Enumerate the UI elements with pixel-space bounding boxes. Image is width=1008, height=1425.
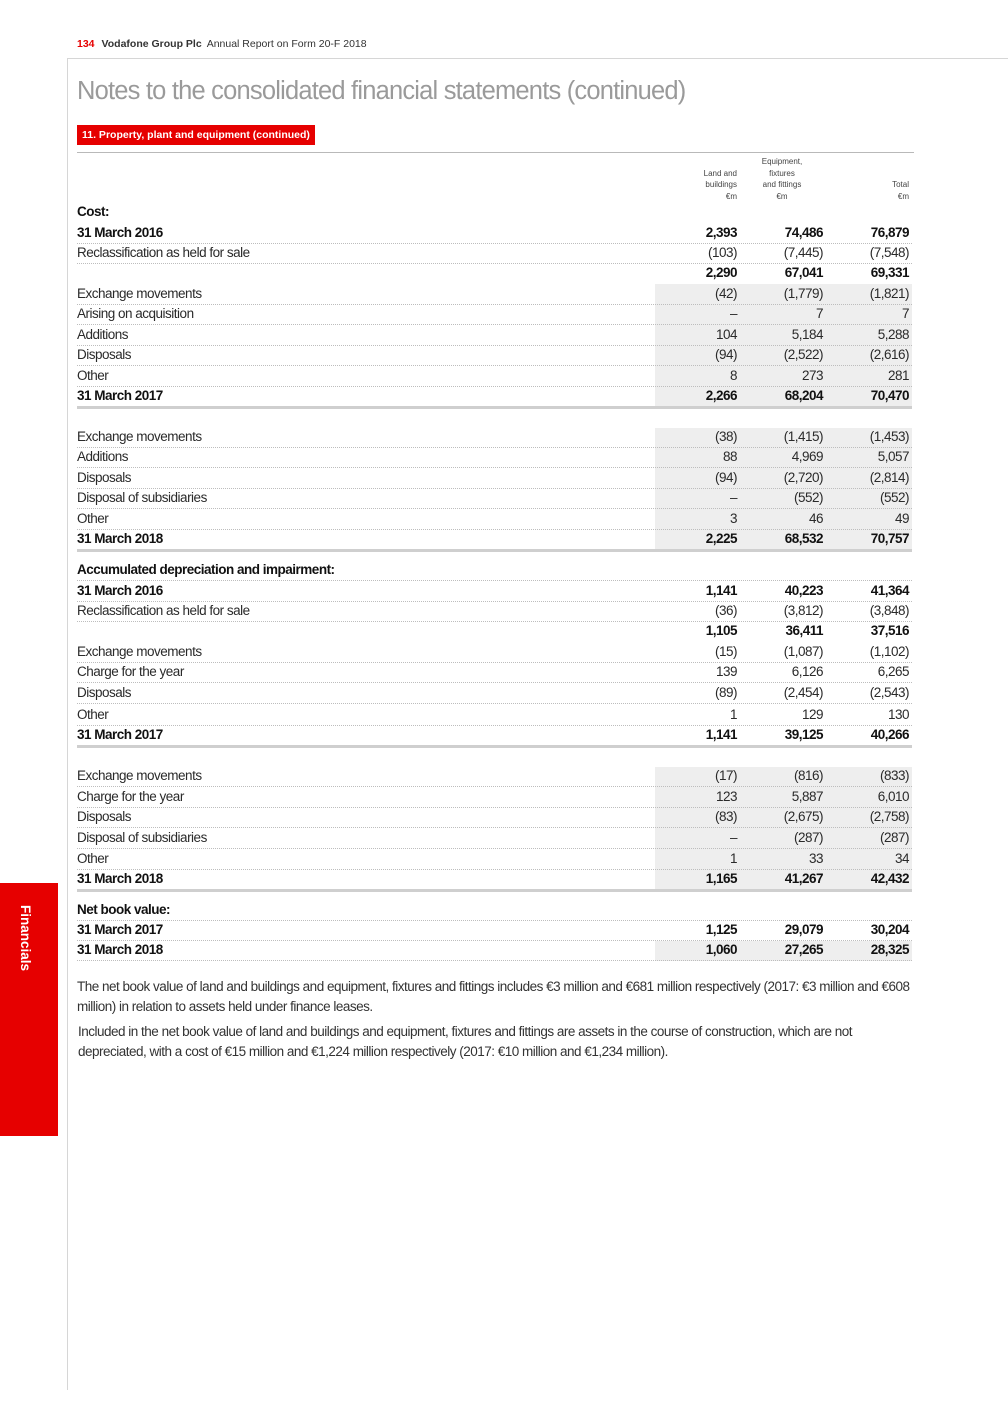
company-name: Vodafone Group Plc xyxy=(101,38,202,50)
row-label: 31 March 2018 xyxy=(77,942,163,957)
cell-equipment: 4,969 xyxy=(791,449,823,464)
cell-total: 6,265 xyxy=(877,664,909,679)
row-nbv-2017 xyxy=(77,920,912,941)
cell-land-buildings: 8 xyxy=(729,368,737,383)
cell-total: (7,548) xyxy=(869,245,909,260)
row-dep-subtotal xyxy=(77,621,912,641)
cell-equipment: 27,265 xyxy=(784,942,823,957)
cell-equipment: 41,267 xyxy=(784,871,823,886)
cell-equipment: 74,486 xyxy=(784,225,823,240)
row-label: 31 March 2018 xyxy=(77,871,163,886)
cell-land-buildings: 1 xyxy=(729,707,737,722)
cell-land-buildings: 1 xyxy=(729,851,737,866)
cell-equipment: 67,041 xyxy=(784,265,823,280)
row-cost-additions-2017 xyxy=(77,325,912,346)
cell-total: (2,616) xyxy=(869,347,909,362)
cell-equipment: 33 xyxy=(808,851,823,866)
page-number: 134 xyxy=(77,38,95,50)
row-nbv-heading xyxy=(77,900,912,921)
section-heading: 11. Property, plant and equipment (continued) xyxy=(77,125,315,145)
row-label: 31 March 2017 xyxy=(77,388,163,403)
column-header-total: Total €m xyxy=(892,180,909,201)
row-label: Other xyxy=(77,707,109,722)
side-tab-label: Financials xyxy=(18,905,33,972)
cell-total: 7 xyxy=(901,306,909,321)
cell-equipment: (2,675) xyxy=(783,809,823,824)
cell-land-buildings: – xyxy=(729,830,737,845)
cell-total: 30,204 xyxy=(870,922,909,937)
cell-total: 5,288 xyxy=(877,327,909,342)
row-label: Net book value: xyxy=(77,902,171,917)
row-label: Additions xyxy=(77,327,129,342)
row-label: Exchange movements xyxy=(77,644,202,659)
cell-equipment: (2,454) xyxy=(783,685,823,700)
row-label: Arising on acquisition xyxy=(77,306,194,321)
cell-land-buildings: 2,266 xyxy=(705,388,737,403)
row-cost-heading xyxy=(77,202,912,222)
cell-land-buildings: 1,141 xyxy=(705,583,737,598)
cell-equipment: (287) xyxy=(793,830,823,845)
cell-land-buildings: 1,060 xyxy=(705,942,737,957)
row-cost-opening-2016 xyxy=(77,223,912,244)
row-label: Other xyxy=(77,851,109,866)
row-cost-subtotal xyxy=(77,263,912,283)
cell-total: 130 xyxy=(887,707,909,722)
row-nbv-2018 xyxy=(77,940,912,961)
row-label: Other xyxy=(77,511,109,526)
cell-equipment: 46 xyxy=(808,511,823,526)
cell-equipment: (1,087) xyxy=(783,644,823,659)
cell-equipment: 39,125 xyxy=(784,727,823,742)
row-label: 31 March 2016 xyxy=(77,225,163,240)
row-dep-closing-2018 xyxy=(77,869,912,892)
cell-total: 76,879 xyxy=(870,225,909,240)
cell-equipment: (552) xyxy=(793,490,823,505)
row-dep-disposals-2017 xyxy=(77,683,912,704)
cell-total: 69,331 xyxy=(870,265,909,280)
cell-land-buildings: 1,165 xyxy=(705,871,737,886)
row-cost-exchange-2018 xyxy=(77,427,912,448)
cell-land-buildings: (42) xyxy=(714,286,737,301)
page-margin-rule xyxy=(67,58,68,1390)
row-dep-charge-2017 xyxy=(77,662,912,683)
row-dep-reclassification xyxy=(77,601,912,622)
cell-land-buildings: 1,105 xyxy=(705,623,737,638)
row-label: Exchange movements xyxy=(77,768,202,783)
cell-land-buildings: 123 xyxy=(715,789,737,804)
cell-land-buildings: – xyxy=(729,306,737,321)
row-cost-other-2018 xyxy=(77,509,912,530)
cell-total: 281 xyxy=(887,368,909,383)
row-cost-disposal-subsidiaries-2018 xyxy=(77,488,912,509)
row-dep-other-2018 xyxy=(77,849,912,870)
cell-equipment: 68,204 xyxy=(784,388,823,403)
row-label: Cost: xyxy=(77,204,109,219)
cell-equipment: (3,812) xyxy=(783,603,823,618)
cell-land-buildings: (94) xyxy=(714,470,737,485)
row-cost-closing-2017 xyxy=(77,386,912,409)
cell-total: (833) xyxy=(879,768,909,783)
cell-land-buildings: 139 xyxy=(715,664,737,679)
cell-total: (552) xyxy=(879,490,909,505)
row-dep-disposal-subsidiaries-2018 xyxy=(77,828,912,849)
row-label: Accumulated depreciation and impairment: xyxy=(77,562,335,577)
cell-total: 42,432 xyxy=(870,871,909,886)
row-label: Disposals xyxy=(77,685,132,700)
cell-equipment: (816) xyxy=(793,768,823,783)
row-label: Other xyxy=(77,368,109,383)
cell-equipment: 273 xyxy=(801,368,823,383)
row-label: Disposals xyxy=(77,470,132,485)
cell-equipment: (1,415) xyxy=(783,429,823,444)
row-label: 31 March 2016 xyxy=(77,583,163,598)
row-label: 31 March 2017 xyxy=(77,922,163,937)
row-depreciation-heading xyxy=(77,560,912,581)
row-cost-acquisition-2017 xyxy=(77,304,912,325)
running-header xyxy=(77,38,367,50)
cell-equipment: 5,184 xyxy=(791,327,823,342)
cell-total: 49 xyxy=(894,511,909,526)
row-label: 31 March 2017 xyxy=(77,727,163,742)
cell-total: (2,758) xyxy=(869,809,909,824)
row-label: Disposals xyxy=(77,347,132,362)
cell-land-buildings: (94) xyxy=(714,347,737,362)
cell-land-buildings: 3 xyxy=(729,511,737,526)
row-label: Charge for the year xyxy=(77,664,184,679)
row-dep-charge-2018 xyxy=(77,787,912,808)
cell-equipment: 68,532 xyxy=(784,531,823,546)
cell-land-buildings: – xyxy=(729,490,737,505)
section-side-tab xyxy=(0,883,58,1136)
note-construction: Included in the net book value of land and buildings and equipment, fixtures and fittings are assets in the course of construction, which are not depreciated, with a cost of €15 million and €1,224 million respectively (2017: €10 million and €1,234 million). xyxy=(78,1024,853,1059)
row-label: Exchange movements xyxy=(77,286,202,301)
cell-total: 28,325 xyxy=(870,942,909,957)
row-label: Additions xyxy=(77,449,129,464)
cell-equipment: 7 xyxy=(815,306,823,321)
cell-equipment: 6,126 xyxy=(791,664,823,679)
row-label: Exchange movements xyxy=(77,429,202,444)
cell-total: 41,364 xyxy=(870,583,909,598)
row-label: Reclassification as held for sale xyxy=(77,245,250,260)
cell-equipment: 5,887 xyxy=(791,789,823,804)
cell-total: 34 xyxy=(894,851,909,866)
cell-total: (1,102) xyxy=(869,644,909,659)
header-rule xyxy=(67,58,1008,59)
cell-total: (1,453) xyxy=(869,429,909,444)
cell-total: 5,057 xyxy=(877,449,909,464)
cell-equipment: 29,079 xyxy=(784,922,823,937)
cell-equipment: 129 xyxy=(801,707,823,722)
cell-total: 37,516 xyxy=(870,623,909,638)
cell-total: 40,266 xyxy=(870,727,909,742)
cell-land-buildings: 2,225 xyxy=(705,531,737,546)
table-top-rule xyxy=(77,152,914,153)
cell-total: 70,757 xyxy=(870,531,909,546)
row-dep-disposals-2018 xyxy=(77,807,912,828)
cell-land-buildings: (15) xyxy=(714,644,737,659)
row-dep-closing-2017 xyxy=(77,725,912,748)
row-dep-other-2017 xyxy=(77,705,912,726)
page-title: Notes to the consolidated financial statements (continued) xyxy=(77,77,686,106)
row-cost-exchange-2017 xyxy=(77,284,912,305)
column-header-equipment: Equipment, fixtures and fittings €m xyxy=(761,157,803,201)
cell-land-buildings: 104 xyxy=(715,327,737,342)
row-label: Charge for the year xyxy=(77,789,184,804)
cell-equipment: 40,223 xyxy=(784,583,823,598)
cell-land-buildings: (38) xyxy=(714,429,737,444)
cell-total: 70,470 xyxy=(870,388,909,403)
cell-equipment: (2,720) xyxy=(783,470,823,485)
cell-total: (1,821) xyxy=(869,286,909,301)
cell-total: (2,814) xyxy=(869,470,909,485)
row-cost-disposals-2017 xyxy=(77,345,912,366)
cell-land-buildings: (103) xyxy=(707,245,737,260)
row-label: Disposals xyxy=(77,809,132,824)
row-cost-reclassification xyxy=(77,243,912,264)
row-dep-exchange-2017 xyxy=(77,642,912,663)
report-name: Annual Report on Form 20-F 2018 xyxy=(206,38,367,50)
cell-equipment: (7,445) xyxy=(783,245,823,260)
row-dep-exchange-2018 xyxy=(77,766,912,787)
cell-equipment: (1,779) xyxy=(783,286,823,301)
cell-land-buildings: (17) xyxy=(714,768,737,783)
row-dep-opening-2016 xyxy=(77,581,912,602)
row-cost-other-2017 xyxy=(77,366,912,387)
cell-land-buildings: 88 xyxy=(722,449,737,464)
cell-equipment: (2,522) xyxy=(783,347,823,362)
row-label: 31 March 2018 xyxy=(77,531,163,546)
row-cost-additions-2018 xyxy=(77,447,912,468)
cell-land-buildings: (83) xyxy=(714,809,737,824)
cell-total: (3,848) xyxy=(869,603,909,618)
cell-land-buildings: (36) xyxy=(714,603,737,618)
column-header-land-buildings: Land and buildings €m xyxy=(703,168,737,201)
row-label: Disposal of subsidiaries xyxy=(77,830,207,845)
row-cost-disposals-2018 xyxy=(77,468,912,489)
cell-total: (2,543) xyxy=(869,685,909,700)
cell-land-buildings: 1,125 xyxy=(705,922,737,937)
cell-land-buildings: (89) xyxy=(714,685,737,700)
row-cost-closing-2018 xyxy=(77,529,912,552)
row-label: Reclassification as held for sale xyxy=(77,603,250,618)
note-finance-leases: The net book value of land and buildings and equipment, fixtures and fittings includes €3 million and €681 million respectively (2017: €3 million and €608 million) in relation to assets held under finance leases. xyxy=(77,979,910,1014)
cell-total: (287) xyxy=(879,830,909,845)
cell-land-buildings: 2,393 xyxy=(705,225,737,240)
cell-total: 6,010 xyxy=(877,789,909,804)
cell-land-buildings: 1,141 xyxy=(705,727,737,742)
cell-equipment: 36,411 xyxy=(785,623,823,638)
row-label: Disposal of subsidiaries xyxy=(77,490,207,505)
cell-land-buildings: 2,290 xyxy=(705,265,737,280)
